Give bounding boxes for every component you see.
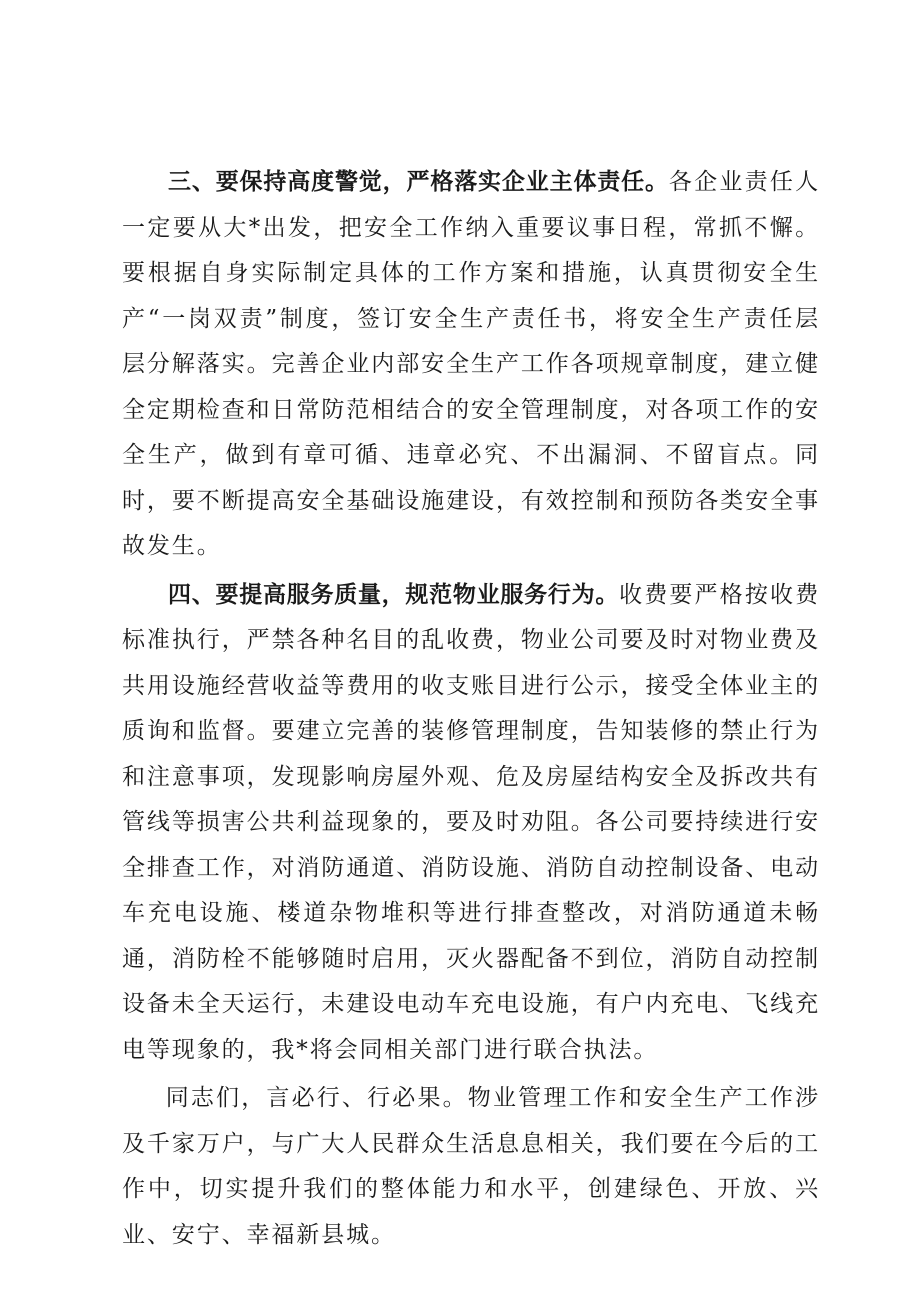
section-four-heading: 四、要提高服务质量，规范物业服务行为。 — [168, 581, 620, 608]
paragraph-section-three — [122, 160, 820, 570]
closing-text: 同志们，言必行、行必果。物业管理工作和安全生产工作涉及千家万户，与广大人民群众生活息息相关，我们要在今后的工作中，切实提升我们的整体能力和水平，创建绿色、开放、兴业、安宁、幸福新县城。 — [122, 1085, 820, 1248]
section-three-heading: 三、要保持高度警觉，严格落实企业主体责任。 — [168, 169, 669, 195]
paragraph-closing — [122, 1076, 820, 1258]
document-body — [122, 160, 820, 1261]
paragraph-section-four — [122, 573, 820, 1074]
section-three-text: 各企业责任人一定要从大*出发，把安全工作纳入重要议事日程，常抓不懈。要根据自身实际制定具体的工作方案和措施，认真贯彻安全生产“一岗双责”制度，签订安全生产责任书，将安全生产责任层层分解落实。完善企业内部安全生产工作各项规章制度，建立健全定期检查和日常防范相结合的安全管理制度，对各项工作的安全生产，做到有章可循、违章必究、不出漏洞、不留盲点。同时，要不断提高安全基础设施建设，有效控制和预防各类安全事故发生。 — [122, 169, 821, 559]
section-four-text: 收费要严格按收费标准执行，严禁各种名目的乱收费，物业公司要及时对物业费及共用设施经营收益等费用的收支账目进行公示，接受全体业主的质询和监督。要建立完善的装修管理制度，告知装修的禁止行为和注意事项，发现影响房屋外观、危及房屋结构安全及拆改共有管线等损害公共利益现象的，要及时劝阻。各公司要持续进行安全排查工作，对消防通道、消防设施、消防自动控制设备、电动车充电设施、楼道杂物堆积等进行排查整改，对消防通道未畅通，消防栓不能够随时启用，灭火器配备不到位，消防自动控制设备未全天运行，未建设电动车充电设施，有户内充电、飞线充电等现象的，我*将会同相关部门进行联合执法。 — [122, 581, 821, 1063]
